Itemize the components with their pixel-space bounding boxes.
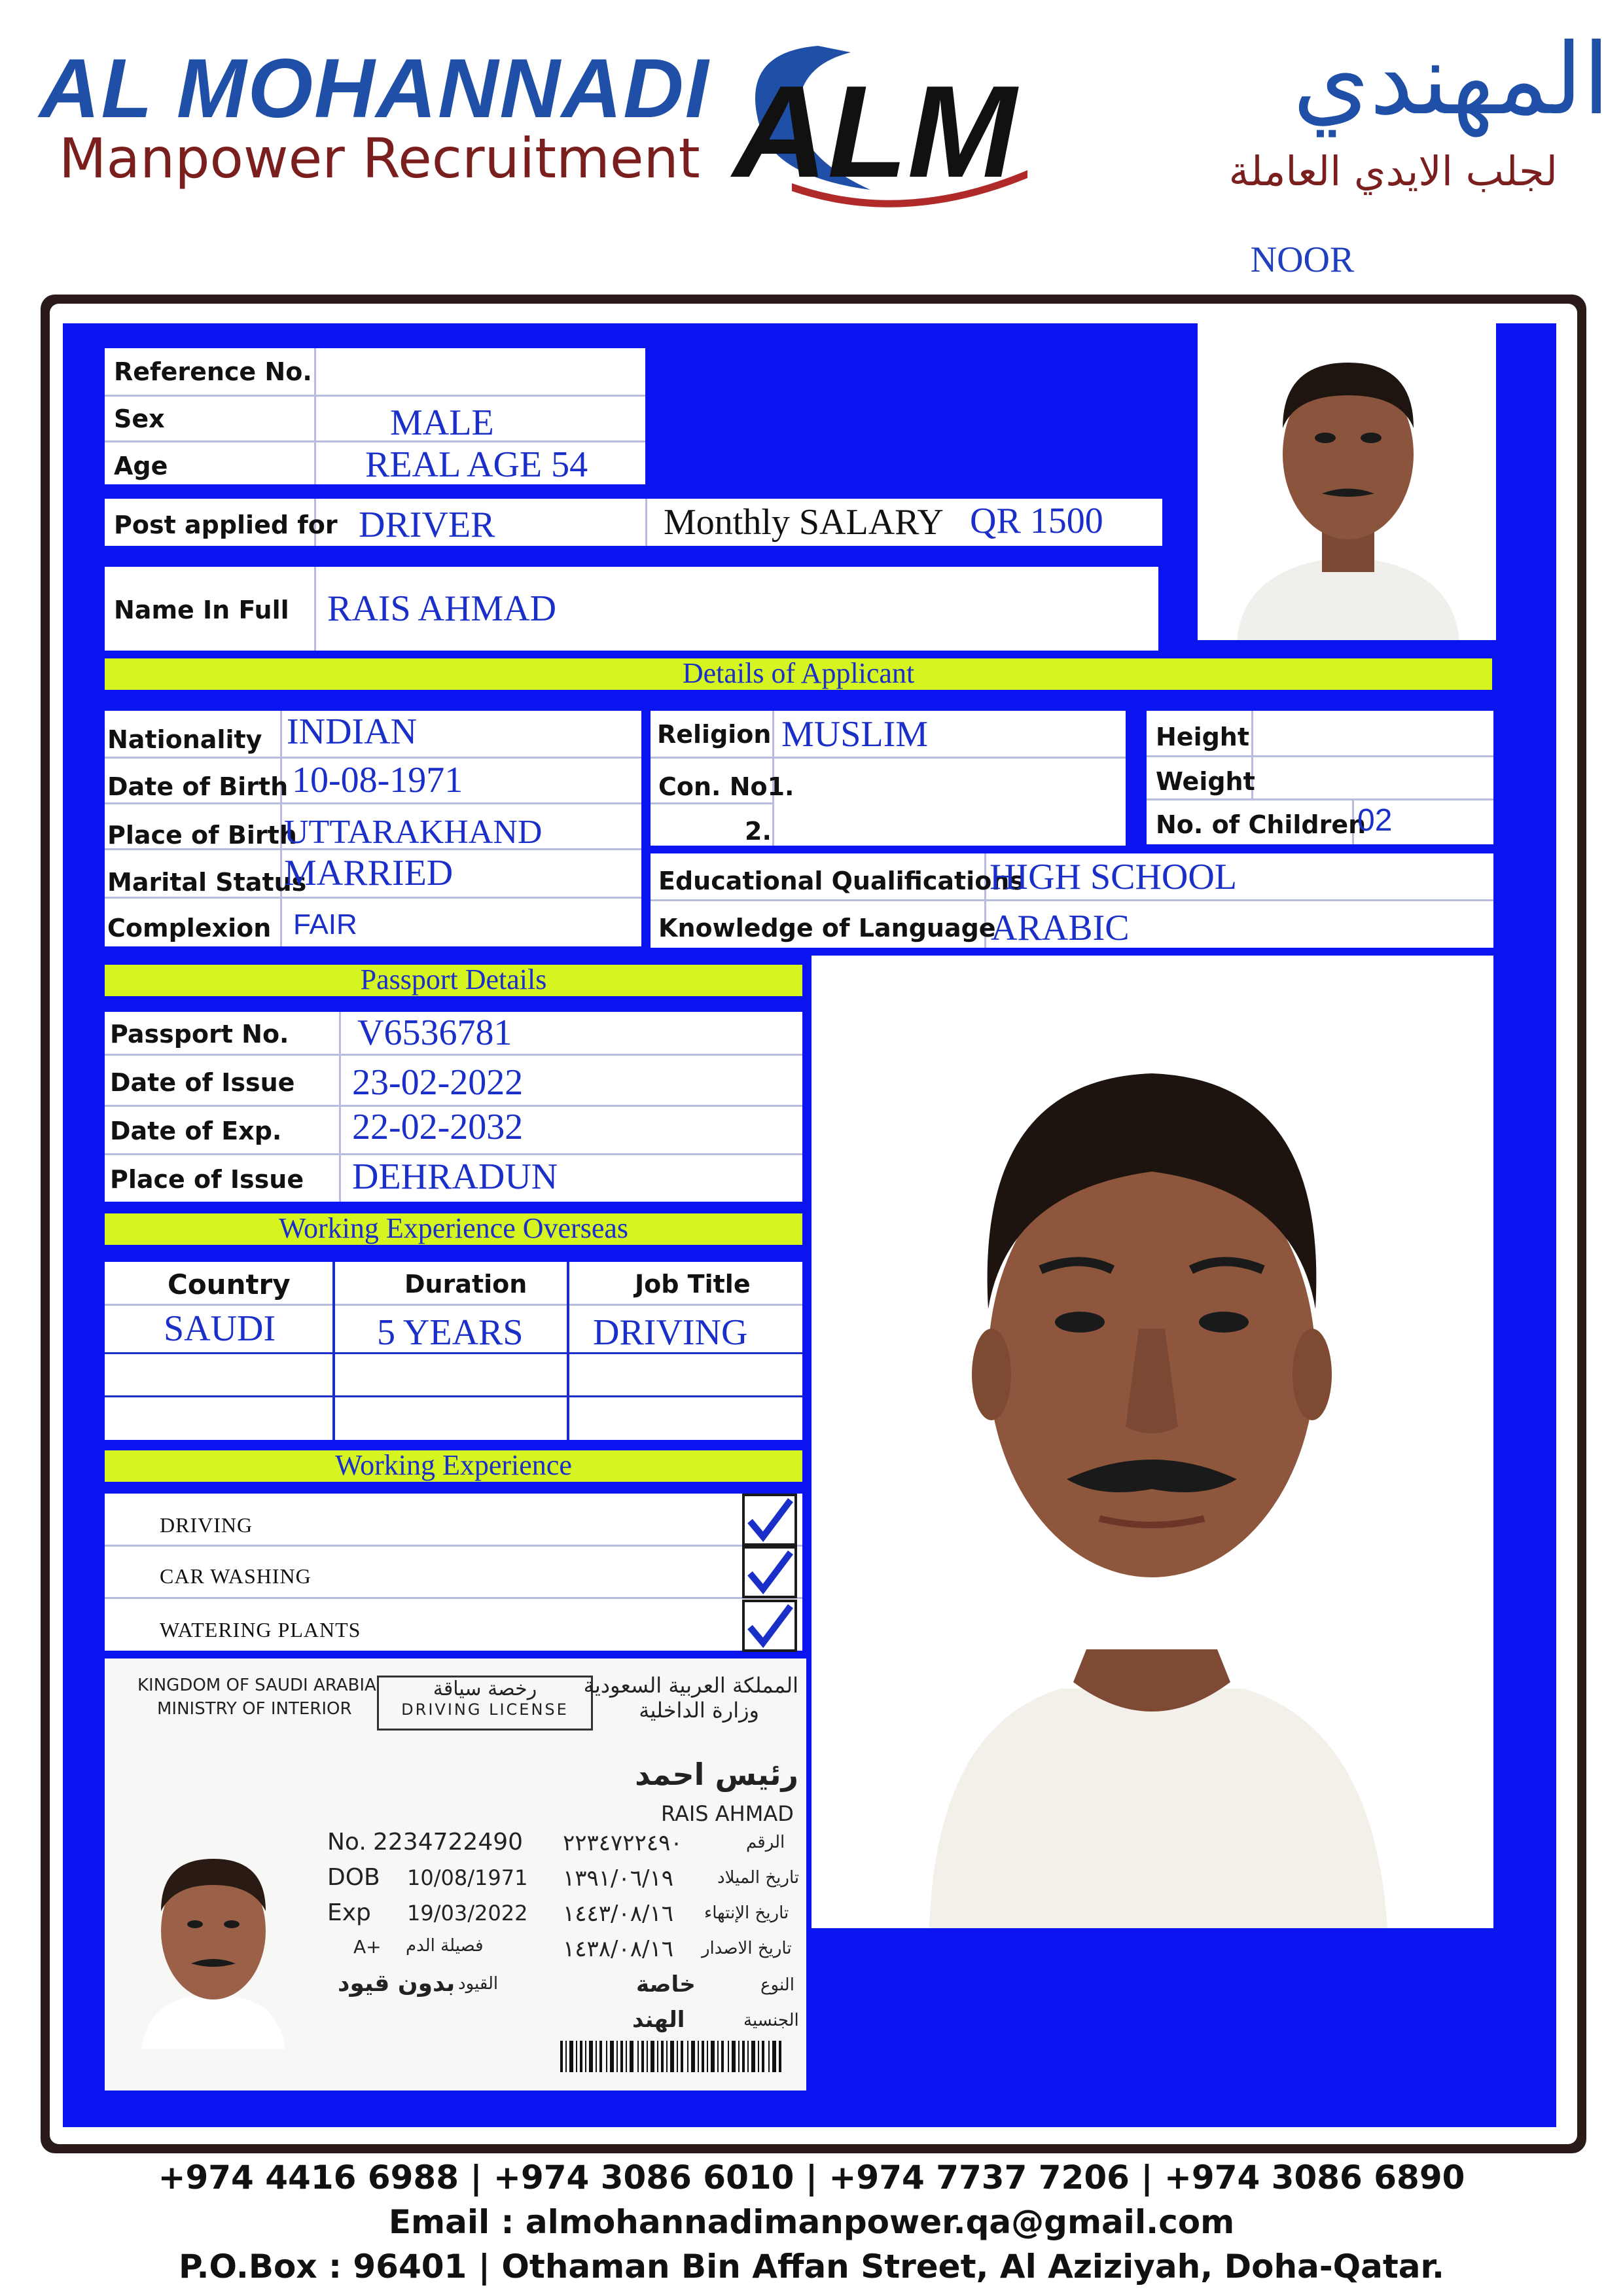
religion-label: Religion — [657, 720, 772, 749]
passport-issue-value: 23-02-2022 — [352, 1062, 524, 1103]
divider — [105, 802, 641, 804]
license-restrictions-label: القيود — [458, 1974, 499, 1994]
passport-place-label: Place of Issue — [110, 1165, 304, 1194]
license-title-box — [377, 1676, 593, 1731]
divider — [651, 802, 772, 804]
passport-place-value: DEHRADUN — [352, 1157, 558, 1197]
complexion-value: FAIR — [293, 908, 357, 941]
alm-logo-text: ALM — [733, 59, 1017, 205]
license-nationality-arabic: الهند — [632, 2007, 685, 2033]
details-band: Details of Applicant — [105, 658, 1492, 690]
footer-email: Email : almohannadimanpower.qa@gmail.com — [388, 2203, 1235, 2241]
license-dob-arabic: ١٣٩١/٠٦/١٩ — [563, 1865, 674, 1892]
brand-name-arabic: المهندي — [1293, 23, 1610, 137]
language-label: Knowledge of Language — [658, 914, 996, 942]
overseas-header-job-title: Job Title — [635, 1270, 751, 1299]
license-restrictions-value: بدون قيود — [338, 1970, 455, 1997]
nationality-value: INDIAN — [287, 711, 418, 752]
license-nationality-arabic-label: الجنسية — [743, 2011, 799, 2030]
overseas-job-title-value: DRIVING — [593, 1312, 748, 1353]
checkmark-icon — [745, 1549, 794, 1596]
license-no-label: No. — [327, 1829, 366, 1856]
divider — [651, 757, 1126, 759]
height-label: Height — [1156, 723, 1250, 751]
agent-name: NOOR — [1250, 240, 1355, 280]
license-issue-arabic-label: تاريخ الاصدار — [702, 1939, 792, 1958]
license-blood-value: A+ — [353, 1936, 382, 1958]
name-value: RAIS AHMAD — [327, 588, 557, 629]
divider — [1147, 798, 1493, 800]
divider — [105, 1545, 802, 1547]
license-title-arabic: رخصة سياقة — [433, 1677, 537, 1700]
dob-label: Date of Birth — [107, 772, 289, 801]
license-blood-label-arabic: فصيلة الدم — [406, 1936, 484, 1956]
passport-no-label: Passport No. — [110, 1020, 289, 1049]
age-value: REAL AGE 54 — [365, 444, 588, 485]
license-ministry-arabic: وزارة الداخلية — [639, 1698, 759, 1723]
divider — [332, 1262, 335, 1440]
passport-no-value: V6536781 — [357, 1013, 512, 1053]
checkbox-car-washing — [742, 1546, 797, 1598]
sex-value: MALE — [390, 403, 494, 443]
divider — [314, 348, 316, 484]
overseas-header-duration: Duration — [404, 1270, 527, 1299]
passport-issue-label: Date of Issue — [110, 1068, 295, 1097]
contact-2-label: 2. — [745, 817, 772, 846]
divider — [105, 1153, 802, 1155]
overseas-band: Working Experience Overseas — [105, 1213, 802, 1245]
nationality-label: Nationality — [107, 725, 262, 754]
footer-phones: +974 4416 6988 | +974 3086 6010 | +974 7737 7206 | +974 3086 6890 — [158, 2159, 1465, 2197]
passport-exp-value: 22-02-2032 — [352, 1107, 524, 1147]
children-label: No. of Children — [1156, 810, 1366, 839]
license-ministry: MINISTRY OF INTERIOR — [157, 1699, 352, 1719]
alm-logo-icon — [720, 26, 1060, 209]
overseas-country-value: SAUDI — [164, 1308, 276, 1349]
divider — [105, 1054, 802, 1056]
license-name-arabic: رئيس احمد — [635, 1757, 798, 1792]
license-title-english: DRIVING LICENSE — [401, 1700, 569, 1719]
religion-value: MUSLIM — [781, 714, 929, 755]
license-name-english: RAIS AHMAD — [661, 1801, 794, 1826]
license-type-arabic-label: النوع — [760, 1975, 794, 1995]
divider — [105, 440, 645, 442]
name-label: Name In Full — [114, 596, 289, 624]
checkbox-driving — [742, 1494, 797, 1546]
license-type-arabic: خاصة — [636, 1971, 696, 1998]
weight-label: Weight — [1156, 767, 1255, 796]
complexion-label: Complexion — [107, 914, 272, 942]
dob-value: 10-08-1971 — [292, 760, 463, 800]
experience-item: CAR WASHING — [160, 1564, 312, 1588]
license-no-arabic-label: الرقم — [746, 1833, 785, 1852]
children-value: 02 — [1357, 803, 1393, 838]
license-exp-value: 19/03/2022 — [407, 1901, 528, 1926]
checkbox-watering-plants — [742, 1600, 797, 1652]
divider — [567, 1262, 569, 1440]
brand-subtitle-arabic: لجلب الايدي العاملة — [1228, 147, 1558, 195]
license-dob-label: DOB — [327, 1864, 380, 1891]
divider — [105, 897, 641, 899]
pob-value: UTTARAKHAND — [284, 814, 543, 851]
divider — [645, 499, 647, 546]
license-no-arabic: ٢٢٣٤٧٢٢٤٩٠ — [563, 1830, 683, 1856]
license-photo — [128, 1839, 298, 2049]
applicant-photo-large — [812, 956, 1493, 1928]
salary-value: QR 1500 — [970, 501, 1103, 541]
brand-name-english: AL MOHANNADI — [39, 42, 710, 135]
marital-label: Marital Status — [107, 868, 307, 897]
divider — [105, 1597, 802, 1599]
reference-label: Reference No. — [114, 357, 312, 386]
divider — [339, 1012, 341, 1202]
divider — [651, 899, 1493, 901]
license-exp-arabic: ١٤٤٣/٠٨/١٦ — [563, 1901, 674, 1927]
experience-item: WATERING PLANTS — [160, 1618, 361, 1641]
brand-subtitle: Manpower Recruitment — [59, 126, 700, 190]
checkmark-icon — [745, 1496, 794, 1543]
divider — [1147, 755, 1493, 757]
pob-label: Place of Birth — [107, 821, 297, 850]
overseas-header-country: Country — [168, 1268, 291, 1300]
marital-value: MARRIED — [284, 853, 454, 893]
license-dob-value: 10/08/1971 — [407, 1865, 528, 1890]
license-exp-arabic-label: تاريخ الإنتهاء — [704, 1903, 789, 1923]
footer-address: P.O.Box : 96401 | Othaman Bin Affan Street, Al Aziziyah, Doha-Qatar. — [179, 2248, 1444, 2286]
passport-exp-label: Date of Exp. — [110, 1117, 282, 1145]
license-exp-label: Exp — [327, 1899, 371, 1926]
divider — [105, 1304, 802, 1306]
license-issue-arabic: ١٤٣٨/٠٨/١٦ — [563, 1936, 674, 1962]
education-value: HIGH SCHOOL — [990, 857, 1237, 897]
divider — [105, 757, 641, 759]
education-label: Educational Qualifications — [658, 867, 1024, 895]
sex-label: Sex — [114, 404, 165, 433]
post-value: DRIVER — [359, 505, 495, 545]
experience-item: DRIVING — [160, 1513, 253, 1537]
license-kingdom: KINGDOM OF SAUDI ARABIA — [137, 1676, 376, 1695]
contact-1-label: Con. No1. — [658, 772, 794, 801]
license-dob-arabic-label: تاريخ الميلاد — [717, 1868, 800, 1888]
salary-label: Monthly SALARY — [664, 502, 944, 543]
post-label: Post applied for — [114, 511, 338, 539]
divider — [105, 1395, 802, 1397]
language-value: ARABIC — [991, 908, 1130, 948]
checkmark-icon — [745, 1602, 794, 1649]
passport-band: Passport Details — [105, 965, 802, 996]
age-label: Age — [114, 452, 168, 480]
divider — [314, 567, 316, 651]
license-no-value: 2234722490 — [373, 1829, 524, 1856]
experience-band: Working Experience — [105, 1450, 802, 1482]
applicant-photo-small — [1198, 323, 1496, 640]
divider — [105, 395, 645, 397]
license-kingdom-arabic: المملكة العربية السعودية — [583, 1673, 798, 1698]
overseas-duration-value: 5 YEARS — [377, 1312, 524, 1353]
license-barcode-icon — [560, 2041, 781, 2072]
